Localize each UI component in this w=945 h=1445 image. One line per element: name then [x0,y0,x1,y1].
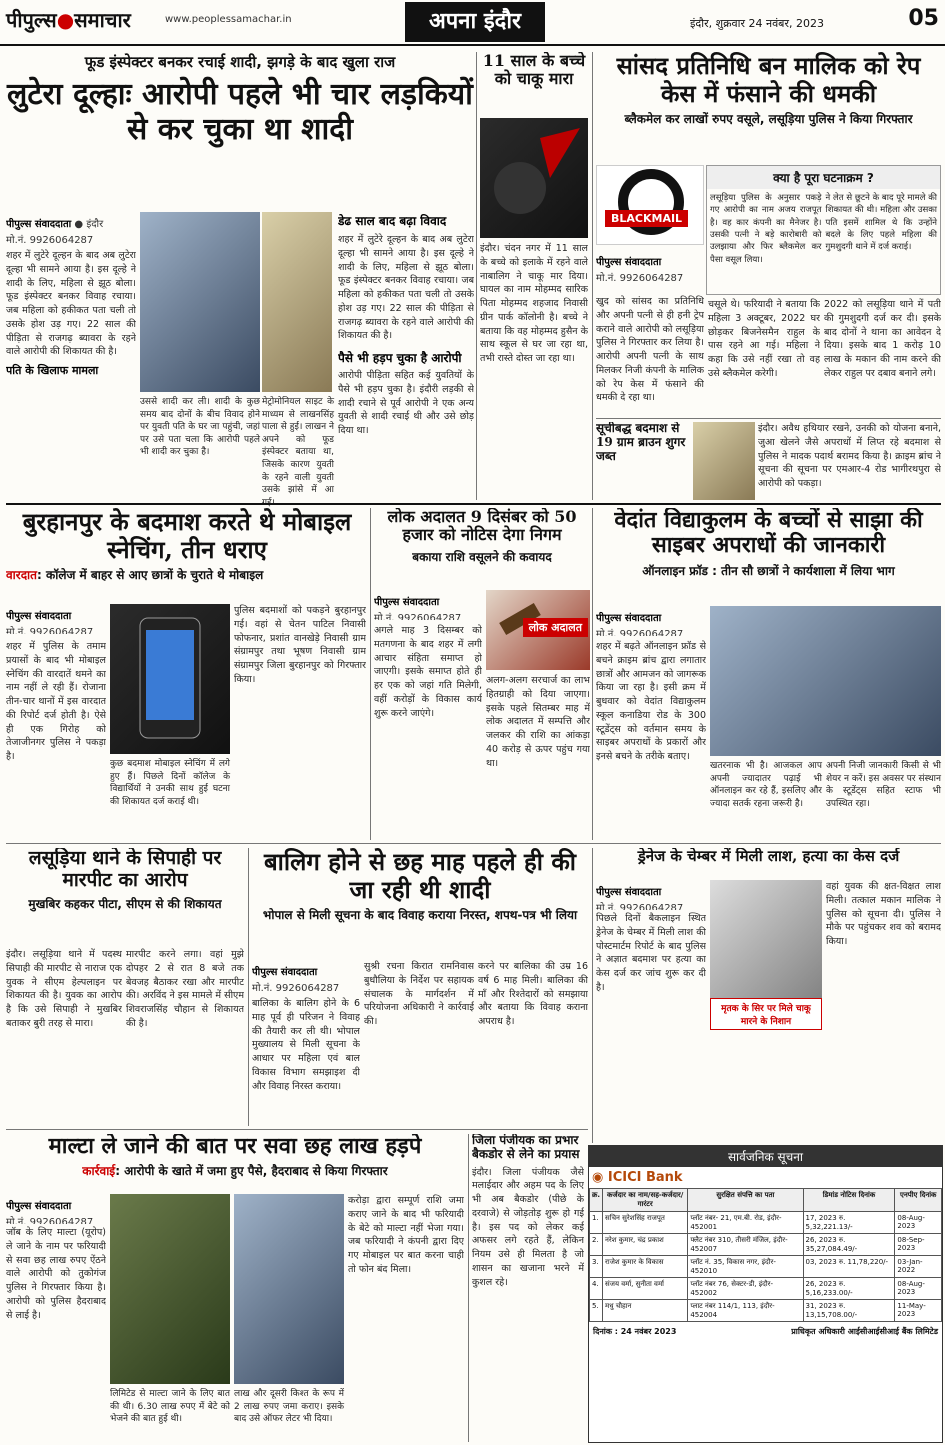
bride-photo [262,212,332,392]
story6-body: अगले माह 3 दिसम्बर को मतगणना के बाद शहर में लगी आचार संहिता समाप्त हो जाएगी। इसके समाप्त होते ही हर एक को जहां गति मिलेगी, वहीं करोड़ों के विकास कार्य शुरू करने जाएंगे। [374,625,482,719]
story10-body: पिछले दिनों बैकलाइन स्थित ड्रेनेज के चेम्बर में मिली लाश की पोस्टमार्टम रिपोर्ट के बाद पुलिस ने अज्ञात बदमाश पर हत्या का केस दर्ज कर जांच शुरू कर दी है। [596,913,706,993]
notice-col-name: कर्जदार का नाम/सह-कर्जदार/गारंटर [603,1189,688,1212]
knife-icon [480,118,588,238]
story3-box-text-1: लसूड़िया पुलिस के अनुसार पकड़े गए आरोपी का नाम अजय राजपूत है। वह कार कंपनी का मैनेजर है। उसकी पत्नी ने बड़े कारोबारी को उलझाया और फिर ब्लैकमेल कर पैसा वसूल लिया। [710,193,822,265]
table-cell: प्लॉट नंबर 76, सेक्टर-डी, इंदौर- 452002 [688,1278,803,1300]
table-row [590,1256,942,1278]
story9-sub: भोपाल से मिली सूचना के बाद विवाह कराया निरस्त, शपथ-पत्र भी लिया [262,908,578,923]
story11-caption: लिमिटेड से माल्टा जाने के लिए बात की थी। 6.30 लाख रुपए में बेटे को भेजने की बात हुई थी। [110,1389,230,1425]
table-row [590,1300,942,1322]
table-cell: प्लॉट नं. 35, विकास नगर, इंदौर- 452010 [688,1256,803,1278]
public-notice [588,1145,943,1443]
byline: पीपुल्स संवाददाता [6,1201,72,1212]
story10-body-2: वहां युवक की क्षत-विक्षत लाश मिली। तत्काल मकान मालिक ने पुलिस को सूचना दी। पुलिस ने मौके पर पहुंचकर शव को बरामद किया। [826,881,941,948]
page-number: 05 [908,6,939,31]
table-cell: 03, 2023 रु. 11,78,220/- [803,1256,895,1278]
story11-sub: : आरोपी के खाते में जमा हुए पैसे, हैदराबाद से किया गिरफ्तार [115,1164,388,1179]
masthead [0,0,945,46]
smartphone-icon [110,604,230,754]
story-constable [6,848,244,944]
story6-sub: बकाया राशि वसूलने की कवायद [412,549,552,564]
notice-col-demand: डिमांड नोटिस दिनांक [803,1189,895,1212]
table-cell: प्लॉट नंबर- 21, एम.बी. रोड, इंदौर- 452001 [688,1212,803,1234]
story4-headline: सूचीबद्ध बदमाश से 19 ग्राम ब्राउन शुगर जब्त [596,422,686,463]
byline: पीपुल्स संवाददाता [374,597,440,608]
byline-city: इंदौर [86,219,104,230]
body-feet-photo [710,880,822,1030]
story1-caption-1: उससे शादी कर ली। शादी के कुछ समय बाद दोनों के बीच विवाद होने पर युवती पति के घर जा पहुंची, जहां पर उसे पता चला कि आरोपी पहले भी शादी कर चुका है। [140,397,260,458]
story11-body-2: करोड़ा द्वारा सम्पूर्ण राशि जमा कराए जाने के बाद भी फरियादी के बेटे को माल्टा नहीं भेजा गया। जब फरियादी ने कंपनी द्वारा दिए गए मोबाइल पर बात करना चाही तो फोन बंद मिला। [348,1195,464,1275]
story2-headline: 11 साल के बच्चे को चाकू मारा [482,52,586,89]
notice-table [589,1188,942,1322]
table-cell: नरेश कुमार, चंद्र प्रकाश [603,1234,688,1256]
story2-body: इंदौर। चंदन नगर में 11 साल के बच्चे को इलाके में रहने वाले नाबालिग ने चाकू मार दिया। घायल का नाम मोहम्मद सारिक पिता मोहम्मद शहजाद निवासी ग्रीन पार्क कॉलोनी है। बच्चे ने बताया कि वह मोहम्मद हुसैन के साथ स्कूल से घर जा रहा था, तभी रास्ते दोस्त जा रहा था। [480,243,588,365]
story5-body: शहर में पुलिस के तमाम प्रयासों के बाद भी मोबाइल स्नेचिंग की वारदातें थमने का नाम नहीं ले रही हैं। रोजाना तीन-चार थानों में इस वारदात की रिपोर्ट दर्ज होती है। ऐसे ही एक गिरोह को तेजाजीनगर पुलिस ने पकड़ा है। [6,641,106,763]
blackmail-ring-icon [597,166,705,246]
blackmail-graphic [596,165,704,245]
story1-sidebox-title: डेढ साल बाद बढ़ा विवाद [338,214,447,228]
story-registrar [472,1134,584,1442]
byline: पीपुल्स संवाददाता [252,967,318,978]
notice-col-npa: एनपीए दिनांक [895,1189,942,1212]
story8-headline: लसूड़िया थाने के सिपाही पर मारपीट का आरोप [28,848,222,891]
story3-box-text-2: ने लेत से छूटने के बाद पूरे मामले की शिकायत की थी। महिला और उसका पति इसमें शामिल थे कि उन्होंने बदले के लिए पहले महिला की गुमशुदगी थाने में दर्ज कराई। [825,193,937,253]
story5-sub: : कॉलेज में बाहर से आए छात्रों के चुराते थे मोबाइल [37,568,264,583]
table-cell: मधु चौहान [603,1300,688,1322]
story12-body: इंदौर। जिला पंजीयक जैसे मलाईदार और अहम पद के लिए भी अब बैकडोर (पीछे के दरवाजे) से जोड़तोड़ शुरू हो गई है। इस पद को लेकर कई अफसर लगे रहते हैं, लेकिन नियम उसे ही मिलता है जो शासन का खजाना भरने में कुशल रहे। [472,1166,584,1288]
story5-headline: बुरहानपुर के बदमाश करते थे मोबाइल स्नेचिंग, तीन धराए [22,508,352,564]
story5-body-2: पुलिस बदमाशों को पकड़ने बुरहानपुर गई। वहां से चेतन पाटिल निवासी फोफनार, प्रशांत वानखेड़े निवासी ग्राम संग्रामपुर तथा भूषण निवासी ग्राम संग्रामपुर जिला बुरहानपुर को गिरफ्तार किया। [234,605,366,685]
reporter-phone: मो.नं. 9926064287 [6,235,94,246]
story10-headline: ड्रेनेज के चेम्बर में मिली लाश, हत्या का केस दर्ज [637,848,900,865]
table-cell: 3. [590,1256,603,1278]
table-row [590,1278,942,1300]
story9-body-3: करने पर बालिका की उम्र 16 वर्ष 6 माह मिली। बालिका की माँ और रिश्तेदारों को समझाया और बताया कि विवाह कराना अपराध है। [478,961,588,1028]
story7-caption-2: अपनी निजी जानकारी किसी से भी शेयर न करें। इस अवसर पर संस्थान के स्टूडेंट्स सहित स्टाफ भी उपस्थित रहा। [826,761,941,809]
story-child-marriage [252,848,588,958]
table-cell: संजय वर्मा, सुनीता वर्मा [603,1278,688,1300]
story-cyber-workshop [596,508,941,603]
byline: पीपुल्स संवाददाता [6,611,72,622]
reporter-phone: मो.नं. 9926064287 [6,1217,94,1224]
table-cell: 1. [590,1212,603,1234]
lok-adalat-label: लोक अदालत [523,618,588,637]
groom-photo [140,212,260,392]
story7-headline: वेदांत विद्याकुलम के बच्चों से साझा की साइबर अपराधों की जानकारी [614,508,923,559]
table-cell: 08-Aug-2023 [895,1212,942,1234]
story9-body: बालिका के बालिग होने के 6 माह पूर्व ही परिजन ने विवाह की तैयारी कर ली थी। भोपाल मुख्यालय से मिली सूचना के आधार पर महिला एवं बाल विकास विभाग समझाइश दी और विवाह निरस्त कराया। [252,998,360,1092]
story7-body: शहर में बढ़ते ऑनलाइन फ्रॉड से बचने क्राइम ब्रांच द्वारा लगातार छात्रों और आमजन को जागरूक किया जा रहा है। इसी क्रम में बुधवार को वेदांत विद्याकुलम स्कूल कनाडिया रोड के 300 स्टूडेंट्स को वर्तमान समय के साइबर अपराधों के प्रकारों और इनसे बचने के तरीके बताए। [596,641,706,763]
site-url[interactable]: www.peoplessamachar.in [165,14,292,25]
icici-logo [589,1167,942,1188]
story6-headline: लोक अदालत 9 दिसंबर को 50 हजार को नोटिस देगा निगम [387,508,577,545]
story-malta-fraud [6,1134,464,1190]
story1-kicker: फूड इंस्पेक्टर बनकर रचाई शादी, झगड़े के बाद खुला राज [84,53,396,71]
table-cell: प्लाट नंबर 114/1, 113, इंदौर- 452004 [688,1300,803,1322]
story3-sub: ब्लैकमेल कर लाखों रुपए वसूले, लसूड़िया पुलिस ने किया गिरफ्तार [624,112,913,127]
brand-dot-icon: ● [56,8,75,32]
story3-box-title: क्या है पूरा घटनाक्रम ? [707,166,940,189]
table-cell: 4. [590,1278,603,1300]
notice-signatory: प्राधिकृत अधिकारी आईसीआईसीआई बैंक लिमिटेड [791,1327,938,1336]
story-drainage [596,848,941,878]
table-row [590,1234,942,1256]
notice-col-sn: क्र. [590,1189,603,1212]
table-row [590,1212,942,1234]
story1-caption-2: मेट्रोमोनियल साइट के माध्यम से लाखनसिंह पाला से हुई। लाखन ने अपने को फूड इंस्पेक्टर बताया था, जिसके कारण युवती के रहने वाली युवती उसके झांसे में आ [262,397,334,496]
reporter-phone: मो.नं. 9926064287 [596,903,684,910]
story11-headline: माल्टा ले जाने की बात पर सवा छह लाख हड़पे [48,1134,422,1159]
story8-body-2: मारपीट करने लगा। वहां मुझे दोपहर 2 से रात 8 बजे तक बेवजह बैठाकर रखा और मारपीट की। अरविंद ने इस मामले में सीएम शिवराजसिंह चौहान से शिकायत की है। [126,949,244,1029]
reporter-phone: मो.नं. 9926064287 [596,273,684,284]
police-officer-photo [234,1194,344,1384]
story11-body: जॉब के लिए माल्टा (यूरोप) ले जाने के नाम पर फरियादी से सवा छह लाख रुपए ऐंठने वाले आरोपी को तुकोगंज पुलिस ने गिरफ्तार किया है। आरोपी को पुलिस हैदराबाद से लाई है। [6,1227,106,1321]
story7-sub: ऑनलाइन फ्रॉड : तीन सौ छात्रों ने कार्यशाला में लिया भाग [642,563,895,578]
story3-headline: सांसद प्रतिनिधि बन मालिक को रेप केस में फंसाने की धमकी [616,52,921,108]
story3-body-2: चसूले थे। फरियादी ने बताया कि महिला 3 अक्टूबर, 2022 घर छोड़कर बिजनेसमैन राहुल के पास रहने आ गई। महिला ने कहा कि उसे नहीं रखा तो वह उसे ब्लैकमेल करेगी। [708,299,820,379]
table-cell: 17, 2023 रु. 5,32,221.13/- [803,1212,895,1234]
lok-adalat-graphic [486,590,590,670]
story1-headline: लुटेरा दूल्हाः आरोपी पहले भी चार लड़कियों से कर चुका था शादी [7,77,473,147]
story7-caption: खतरनाक भी है। आजकल आप अपनी ज्यादातर पढ़ाई भी ऑनलाइन कर रहे हैं, इसलिए और ज्यादा सतर्क रहना जरूरी है। [710,761,822,809]
mobile-phone-photo [110,604,230,754]
table-cell: 03-Jan-2022 [895,1256,942,1278]
reporter-phone: मो.नं. 9926064287 [374,613,462,620]
story11-label: कार्रवाई [82,1164,116,1179]
byline: पीपुल्स संवाददाता [596,887,662,898]
story11-caption-2: लाख और दूसरी किश्त के रूप में 2 लाख रुपए जमा कराए। इसके बाद उसे ऑफर लेटर भी दिया। [234,1389,344,1425]
story1-subhead: पति के खिलाफ मामला [6,364,99,378]
story9-body-2: सुश्री रचना किरात रामनिवास बुधौलिया के निर्देश पर सहायक संचालक के मार्गदर्शन में परियोजना अधिकारी ने कार्रवाई की। [364,961,474,1028]
story3-body-3: 2022 को लसूड़िया थाने में पती की गुमशुदगी दर्ज कर दी। इसके बाद दोनों ने थाना का आवेदन दे दिया। इसके बाद 1 करोड़ 10 लाख के मकान की नाम करने की लेकर राहुल पर दबाव बनाने लगे। [824,299,941,379]
table-cell: राजेश कुमार के विकास [603,1256,688,1278]
table-cell: फ्लैट नंबर 310, तीसरी मंजिल, इंदौर- 452007 [688,1234,803,1256]
brand-right: समाचार [74,8,131,32]
story1-side-sub: पैसे भी हड़प चुका है आरोपी [338,351,462,366]
notice-title: सार्वजनिक सूचना [589,1146,942,1167]
table-cell: 08-Sep-2023 [895,1234,942,1256]
knife-attack-illustration [480,118,588,238]
story1-side-text: आरोपी पीड़िता सहित कई युवतियों के पैसे भी हड़प चुका है। इंदौरी लड़की से शादी रचाने से पूर्व आरोपी ने एक अन्य युवती से शादी रचाई थी और उसे छोड़ दिया था। [338,370,474,437]
reporter-phone: मो.नं. 9926064287 [596,629,684,636]
dateline: इंदौर, शुक्रवार 24 नवंबर, 2023 [690,17,824,30]
story6-body-2: अलग-अलग सरचार्ज का लाभ हितग्राही को दिया जाएगा। इसके पहले सितम्बर माह में लोक अदालत में सम्पत्ति और जलकर की राशि का आंकड़ा 40 करोड़ से ऊपर पहुंच गया था। [486,675,590,769]
story5-caption: कुछ बदमाश मोबाइल स्नेचिंग में लगे हुए हैं। पिछले दिनों कॉलेज के विद्यार्थियों ने उनकी साथ हुई घटना की शिकायत दर्ज कराई थी। [110,759,230,807]
section-title: अपना इंदौर [405,2,545,42]
byline: पीपुल्स संवाददाता [596,613,662,624]
table-cell: 11-May-2023 [895,1300,942,1322]
table-cell: 5. [590,1300,603,1322]
workshop-photo [710,606,941,756]
accused-photo [110,1194,230,1384]
table-cell: 31, 2023 रु. 13,15,708.00/- [803,1300,895,1322]
story4-body: इंदौर। अवैध हथियार रखने, उनकी को योजना बनाने, जुआ खेलने जैसे अपराधों में लिप्त रहे बदमाश से पुलिस ने मादक पदार्थ बरामद किया है। क्राइम ब्रांच ने सूचना की सूचना पर एमआर-4 रोड भागीरथपुरा से आरोपी को पकड़ा। [758,423,941,490]
story-burhanpur [6,508,368,598]
story10-badge: मृतक के सिर पर मिले चाकू मारने के निशान [710,998,822,1030]
table-cell: सचिन सुरेशसिंह राजपूत [603,1212,688,1234]
notice-col-address: सुरक्षित संपत्ति का पता [688,1189,803,1212]
story1-column: पीपुल्स संवाददाता ● इंदौर मो.नं. 9926064287 शहर में लुटेरे दूल्हन के बाद अब लुटेरा दूल्हा भी सामने आया है। इस दूल्हे ने शादी के लिए, महिला से झूठ बोला। फूड इंस्पेक्टर बनकर विवाह रचाया। जब महिला को हकीकत पता चली तो उसके होश उड़ गए। 22 साल की पीड़िता से राजगढ़ ब्यावरा के रहने वाले आरोपी की शिकायत की है। पति के खिलाफ मामला [6,219,136,378]
story5-label: वारदात [6,568,38,583]
reporter-phone: मो.नं. 9926064287 [252,983,340,994]
story3-box [706,165,941,295]
table-cell: 26, 2023 रु. 35,27,084.49/- [803,1234,895,1256]
story1-body: शहर में लुटेरे दूल्हन के बाद अब लुटेरा दूल्हा भी सामने आया है। इस दूल्हे ने शादी के लिए, महिला से झूठ बोला। फूड इंस्पेक्टर बनकर विवाह रचाया। जब महिला को हकीकत पता चली तो उसके होश उड़ गए। 22 साल की पीड़िता से राजगढ़ ब्यावरा के रहने वाले आरोपी की शिकायत की है। [6,250,136,358]
story-lok-adalat [374,508,590,588]
notice-bank: ICICI Bank [607,1170,683,1185]
story8-body: इंदौर। लसूड़िया थाने में पदस्थ सिपाही की मारपीट से नाराज एक युवक ने सीएम हेल्पलाइन पर शिकायत की है। युवक का आरोप है कि उसे सिपाही ने मुखबिर बताकर बुरी तरह से मारा। [6,949,122,1029]
byline: पीपुल्स संवाददाता [596,257,662,268]
story1-sidebox-text: शहर में लुटेरे दूल्हन के बाद अब लुटेरा दूल्हा भी सामने आया है। इस दूल्हे ने शादी के लिए, महिला से झूठ बोला। फूड इंस्पेक्टर बनकर विवाह रचाया। जब महिला को हकीकत पता चली तो उसके होश उड़ गए। 22 साल की पीड़िता से राजगढ़ ब्यावरा के रहने वाले आरोपी की शिकायत की है। [338,234,474,342]
story8-sub: मुखबिर कहकर पीटा, सीएम से की शिकायत [28,896,222,911]
table-cell: 26, 2023 रु. 5,16,233.00/- [803,1278,895,1300]
byline: पीपुल्स संवाददाता [6,219,72,230]
table-cell: 08-Aug-2023 [895,1278,942,1300]
notice-date: दिनांक : 24 नवंबर 2023 [593,1327,677,1336]
blackmail-label: BLACKMAIL [605,210,688,227]
brand-left: पीपुल्स [6,8,57,32]
bank-logo-icon: ◉ [592,1170,608,1185]
brown-sugar-photo [693,422,755,500]
brand-logo [6,6,131,33]
story3-body: खुद को सांसद का प्रतिनिधि और अपनी पत्नी से ही हनी ट्रेप कराने वाले आरोपी को लसूड़िया पुलिस ने गिरफ्तार कर लिया है। आरोपी अपनी पत्नी के साथ मिलकर निजी कंपनी के मालिक को रेप केस में फंसाने की धमकी दे रहा था। [596,296,704,404]
story12-headline: जिला पंजीयक का प्रभार बैकडोर से लेने का प्रयास [472,1134,580,1161]
story1-sidebox [338,212,474,502]
story-blackmail [596,52,941,162]
story9-headline: बालिग होने से छह माह पहले ही की जा रही थी शादी [263,848,577,904]
reporter-phone: मो.नं. 9926064287 [6,627,94,634]
table-cell: 2. [590,1234,603,1256]
